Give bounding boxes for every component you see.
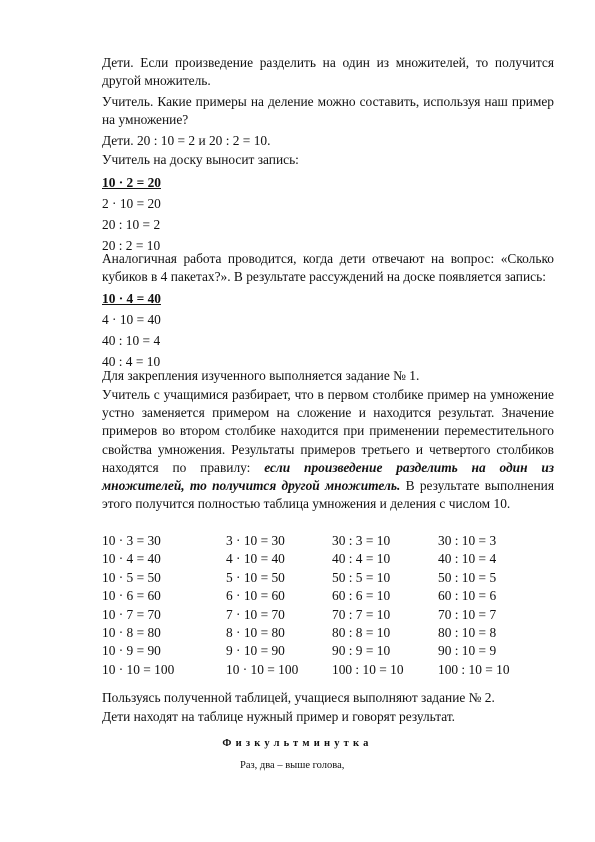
table-column-2	[226, 532, 298, 679]
table-cell: 80 : 8 = 10	[332, 625, 391, 641]
paragraph-task-1: Для закрепления изученного выполняется задание № 1.	[102, 368, 420, 383]
paragraph-teacher-board: Учитель на доску выносит запись:	[102, 152, 299, 167]
table-cell: 30 : 10 = 3	[438, 533, 497, 548]
table-cell: 7 · 10 = 70	[226, 606, 285, 622]
equation-head: 10 · 4 = 40	[102, 291, 161, 306]
explanation-text: Учитель с учащимися разбирает, что в первом столбике пример на умножение устно заменяется примером на сложение и находится результат. Значение примеров во втором столбике находится при применении переместительного свойства умножения. Результаты примеров третьего и четвертого столбиков находятся по правилу:	[102, 387, 554, 475]
table-column-4	[438, 532, 510, 679]
division-rule: если произведение разделить на один из множителей, то получится другой множитель.	[102, 459, 554, 494]
paragraph-task-2: Пользуясь полученной таблицей, учащиеся выполняют задание № 2.	[102, 690, 495, 705]
table-cell: 10 · 3 = 30	[102, 533, 161, 548]
equation-group-2	[102, 290, 161, 371]
equation-line: 20 : 2 = 10	[102, 238, 161, 253]
section-heading: Физкультминутка	[222, 738, 373, 749]
table-cell: 60 : 6 = 10	[332, 588, 391, 604]
table-cell: 40 : 10 = 4	[438, 551, 497, 567]
equation-line: 20 : 10 = 2	[102, 217, 161, 232]
table-cell: 90 : 9 = 10	[332, 643, 391, 659]
table-cell: 40 : 4 = 10	[332, 551, 391, 567]
table-cell: 10 · 5 = 50	[102, 569, 161, 585]
table-cell: 10 · 6 = 60	[102, 588, 161, 604]
table-cell: 9 · 10 = 90	[226, 643, 285, 659]
table-cell: 4 · 10 = 40	[226, 551, 285, 567]
paragraph-children-division: Дети. 20 : 10 = 2 и 20 : 2 = 10.	[102, 133, 271, 148]
table-cell: 60 : 10 = 6	[438, 588, 497, 604]
table-cell: 10 · 10 = 100	[102, 661, 175, 677]
equation-line: 40 : 4 = 10	[102, 354, 161, 369]
table-cell: 3 · 10 = 30	[226, 533, 285, 548]
table-cell: 70 : 10 = 7	[438, 606, 497, 622]
table-cell: 10 · 4 = 40	[102, 551, 161, 567]
table-cell: 8 · 10 = 80	[226, 625, 285, 641]
equation-group-1	[102, 174, 161, 255]
paragraph-analogous-work: Аналогичная работа проводится, когда дети отвечают на вопрос: «Сколько кубиков в 4 пакетах?». В результате рассуждений на доске появляется запись:	[102, 251, 554, 285]
paragraph-children-find: Дети находят на таблице нужный пример и говорят результат.	[102, 709, 456, 724]
table-cell: 6 · 10 = 60	[226, 588, 285, 604]
table-column-1	[102, 532, 174, 679]
table-cell: 30 : 3 = 10	[332, 533, 391, 548]
table-cell: 5 · 10 = 50	[226, 569, 285, 585]
table-cell: 80 : 10 = 8	[438, 625, 497, 641]
paragraph-teacher-explanation	[102, 386, 554, 513]
equation-head: 10 · 2 = 20	[102, 175, 161, 190]
equation-line: 40 : 10 = 4	[102, 333, 161, 348]
equation-line: 4 · 10 = 40	[102, 312, 161, 327]
table-column-3	[332, 532, 404, 679]
equation-line: 2 · 10 = 20	[102, 196, 161, 211]
table-cell: 10 · 7 = 70	[102, 606, 161, 622]
table-cell: 100 : 10 = 10	[332, 661, 404, 677]
table-cell: 10 · 10 = 100	[226, 661, 299, 677]
table-cell: 100 : 10 = 10	[438, 661, 510, 677]
explanation-result: В результате выполнения этого получится полностью таблица умножения и деления с числом 10.	[102, 478, 554, 512]
table-cell: 10 · 9 = 90	[102, 643, 161, 659]
table-cell: 90 : 10 = 9	[438, 643, 497, 659]
table-cell: 10 · 8 = 80	[102, 625, 161, 641]
table-cell: 70 : 7 = 10	[332, 606, 391, 622]
table-cell: 50 : 10 = 5	[438, 569, 497, 585]
paragraph-teacher-question: Учитель. Какие примеры на деление можно составить, используя наш пример на умножение?	[102, 94, 554, 128]
poem-line: Раз, два – выше голова,	[240, 760, 345, 771]
paragraph-children-answer: Дети. Если произведение разделить на один из множителей, то получится другой множитель.	[102, 55, 554, 89]
table-cell: 50 : 5 = 10	[332, 569, 391, 585]
